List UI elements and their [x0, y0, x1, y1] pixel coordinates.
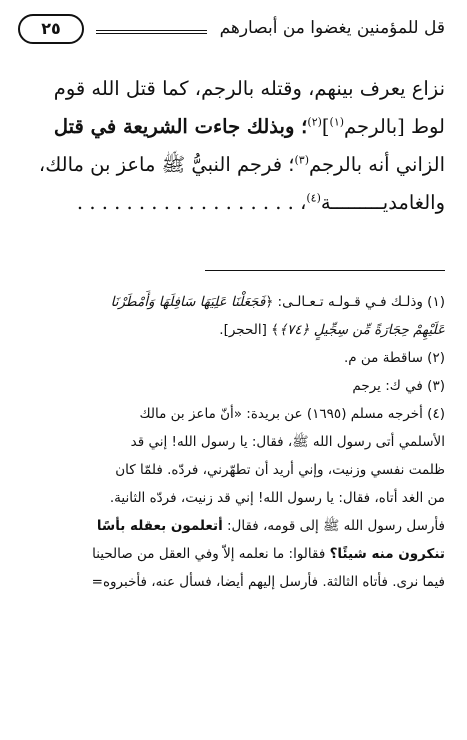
main-line-2-text-b: ] [321, 115, 330, 138]
main-line-1-text: نزاع يعرف بينهم، وقتله بالرجم، كما قتل الله قوم [53, 77, 445, 100]
main-line-4 [22, 184, 445, 222]
footnote-marker-3: (٣) [294, 153, 309, 167]
footnote-marker-1: (١) [329, 115, 345, 129]
footnote-1-prefix: (١) وذلـك فـي قـولـه تـعـالـى: ﴿ [265, 294, 445, 310]
footnote-4-line-5-b: أتعلمون بعقله بأسًا [96, 518, 223, 534]
main-line-2-text-c: ؛ وبذلك جاءت الشريعة في قتل [53, 115, 308, 138]
footnote-marker-4: (٤) [306, 191, 321, 205]
footnote-4-line-6-b: فقالوا: ما نعلمه إلاّ وفي العقل من صالحينا [92, 546, 330, 562]
footnote-4-line-3: ظلمت نفسي وزنيت، وإني أريد أن تطهّرني، فردّه. فلمّا كان [115, 462, 445, 478]
page-number: ٢٥ [18, 14, 84, 44]
footnote-4-line-4: من الغد أتاه، فقال: يا رسول الله! إني قد زنيت، فردّه الثانية. [109, 490, 445, 506]
footnotes [22, 288, 445, 596]
footnote-1-quran-a: فَجَعَلْنَا عَلِيَهَا سَافِلَهَا وَأَمْطَرْنَا [110, 294, 266, 310]
main-line-3-text-a: الزاني أنه بالرجم [308, 153, 445, 176]
footnote-1-quran-b: عَلَيْهِمْ حِجَارَةً مِّن سِجِّيلٍ ﴿٧٤﴾ [279, 322, 445, 338]
footnote-1-suffix: ﴾ [الحجر]. [219, 322, 280, 338]
main-line-1 [22, 70, 445, 108]
footnote-4-line-6 [22, 540, 445, 568]
main-line-2 [22, 108, 445, 146]
footnote-4-line-2: الأسلمي أتى رسول الله ﷺ، فقال: يا رسول الله! إني قد [130, 434, 445, 450]
page-header [18, 14, 445, 48]
main-text [22, 70, 445, 222]
footnote-separator [205, 270, 445, 271]
footnote-4-line-6-a: تنكرون منه شيئًا؟ [329, 546, 445, 562]
footnote-marker-2: (٢) [307, 115, 322, 129]
main-line-4-text-a: والغامديـــــــــة [320, 191, 445, 214]
footnote-4-line-5-a: فأرسل رسول الله ﷺ إلى قومه، فقال: [222, 518, 445, 534]
running-title: قل للمؤمنين يغضوا من أبصارهم [219, 18, 445, 38]
main-line-2-text-a: لوط [بالرجم [344, 115, 445, 138]
header-rule [96, 30, 207, 31]
footnote-3: (٣) في ك: يرجم [352, 378, 445, 394]
footnote-4-line-5 [22, 512, 445, 540]
main-line-3 [22, 146, 445, 184]
main-line-4-text-b: ، . . . . . . . . . . . . . . . . . . [76, 191, 307, 214]
footnote-4-line-7: فيما نرى. فأتاه الثالثة. فأرسل إليهم أيضا، فسأل عنه، فأخبروه= [91, 574, 445, 590]
footnote-4-line-1: (٤) أخرجه مسلم (١٦٩٥) عن بريدة: «أنّ ماعز بن مالك [139, 406, 445, 422]
footnote-1-line-2 [22, 316, 445, 344]
header-rule-double [96, 33, 207, 34]
footnote-2: (٢) ساقطة من م. [343, 350, 445, 366]
footnote-1-line-1 [22, 288, 445, 316]
main-line-3-text-b: ؛ فرجم النبيُّ ﷺ ماعز بن مالك، [38, 153, 295, 176]
